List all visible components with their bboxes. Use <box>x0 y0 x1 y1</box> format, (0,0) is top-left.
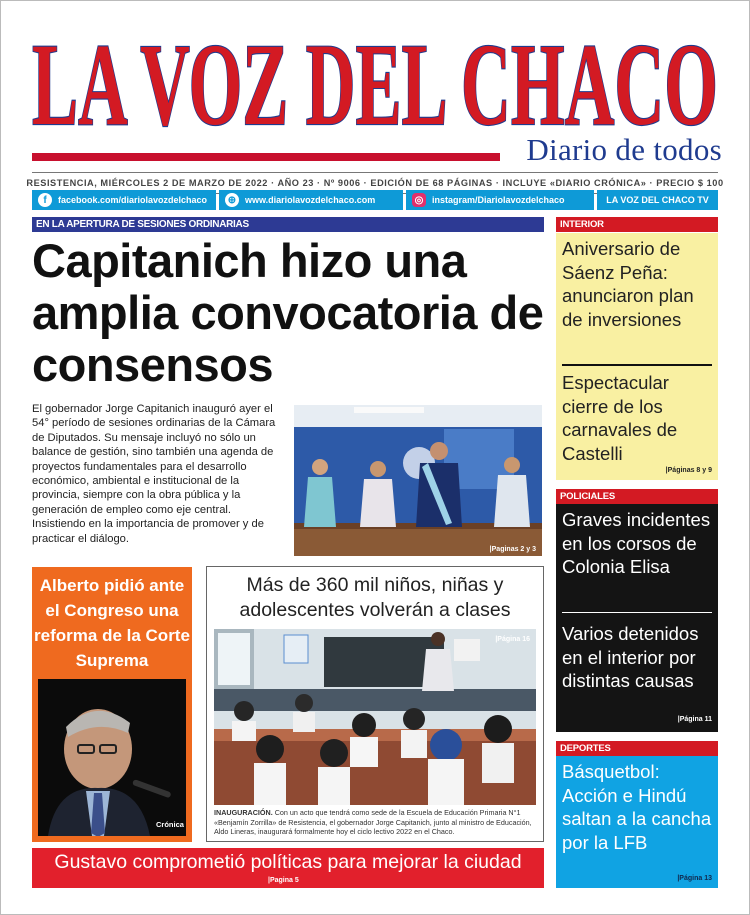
globe-icon: ⊕ <box>225 193 239 207</box>
lead-headline[interactable]: Capitanich hizo una amplia convocatoria de consensos <box>32 234 544 391</box>
classroom-photo <box>214 629 536 805</box>
section-label-policiales[interactable]: POLICIALES <box>556 489 718 504</box>
lead-page-ref: |Paginas 2 y 3 <box>489 546 536 553</box>
legislature-photo <box>294 405 542 556</box>
policiales-divider <box>562 612 712 613</box>
website-link[interactable] <box>219 190 403 210</box>
deportes-page-ref: |Página 13 <box>677 875 712 882</box>
website-label: www.diariolavozdelchaco.com <box>245 195 376 205</box>
facebook-label: facebook.com/diariolavozdelchaco <box>58 195 208 205</box>
lead-photo[interactable] <box>294 405 542 556</box>
interior-section <box>556 233 718 480</box>
masthead-title: LA VOZ DEL CHACO <box>32 28 718 138</box>
masthead-logo <box>28 28 722 138</box>
lead-body: El gobernador Jorge Capitanich inauguró ayer el 54° período de sesiones ordinarias de la Cámara de Diputados. Su mensaje incluyó no sólo un balance de gestión, sino también una agenda de proyectos fundamentales para el desarrollo económico, ambiental e institucional de la provincia, siempre con la obra pública y la generación de empleo como eje central. Insistiendo en la importancia de promover y de practicar el diálogo. <box>32 403 276 545</box>
lead-kicker: EN LA APERTURA DE SESIONES ORDINARIAS <box>32 217 544 232</box>
schools-caption <box>214 808 540 837</box>
interior-divider <box>562 364 712 366</box>
deportes-section <box>556 756 718 888</box>
policiales-story-1[interactable]: Graves incidentes en los corsos de Colonia Elisa <box>562 509 711 577</box>
gustavo-headline[interactable]: Gustavo comprometió políticas para mejorar la ciudad <box>54 851 522 873</box>
gustavo-page-ref: |Pagina 5 <box>268 877 299 884</box>
facebook-icon: f <box>38 193 52 207</box>
schools-headline[interactable]: Más de 360 mil niños, niñas y adolescentes volverán a clases <box>239 574 511 621</box>
policiales-section <box>556 504 718 732</box>
policiales-page-ref: |Página 11 <box>677 716 712 723</box>
masthead-rule <box>32 153 500 161</box>
schools-page-ref: |Página 16 <box>495 636 530 643</box>
policiales-story-2[interactable]: Varios detenidos en el interior por distintas causas <box>562 623 699 691</box>
president-portrait <box>38 679 186 836</box>
tv-label: LA VOZ DEL CHACO TV <box>606 195 709 205</box>
social-bar <box>32 190 718 210</box>
caption-label: INAUGURACIÓN. <box>214 808 273 817</box>
facebook-link[interactable] <box>32 190 216 210</box>
instagram-icon: ◎ <box>412 193 426 207</box>
masthead-tagline: Diario de todos <box>526 132 722 167</box>
interior-story-2[interactable]: Espectacular cierre de los carnavales de Castelli <box>562 372 678 464</box>
instagram-label: instagram/Diariolavozdelchaco <box>432 195 565 205</box>
tv-link[interactable] <box>597 190 718 210</box>
section-label-interior[interactable]: INTERIOR <box>556 217 718 232</box>
schools-photo <box>214 629 536 805</box>
photo-credit: Crónica <box>156 820 184 829</box>
schools-story[interactable] <box>206 566 544 842</box>
deportes-story-1[interactable]: Básquetbol: Acción e Hindú saltan a la cancha por la LFB <box>562 761 712 853</box>
interior-story-1[interactable]: Aniversario de Sáenz Peña: anunciaron plan de inversiones <box>562 238 694 330</box>
interior-page-ref: |Páginas 8 y 9 <box>665 467 712 474</box>
alberto-headline[interactable]: Alberto pidió ante el Congreso una reforma de la Corte Suprema <box>34 576 190 670</box>
alberto-photo <box>38 679 186 836</box>
instagram-link[interactable] <box>406 190 594 210</box>
gustavo-story[interactable] <box>32 848 544 888</box>
dateline: RESISTENCIA, MIÉRCOLES 2 DE MARZO DE 2022 · AÑO 23 · Nº 9006 · EDICIÓN DE 68 PÁGINAS · INCLUYE «DIARIO CRÓNICA» · PRECIO $ 100 <box>32 172 718 194</box>
alberto-story[interactable] <box>32 567 192 842</box>
section-label-deportes[interactable]: DEPORTES <box>556 741 718 756</box>
caption-text: Con un acto que tendrá como sede de la Escuela de Educación Primaria N°1 «Benjamín Zorrilla» de Resistencia, el gobernador Jorge Capitanich, junto al ministro de Educación, Aldo Lineras, inaugurará formalmente hoy el ciclo lectivo 2022 en el Chaco. <box>214 808 532 837</box>
